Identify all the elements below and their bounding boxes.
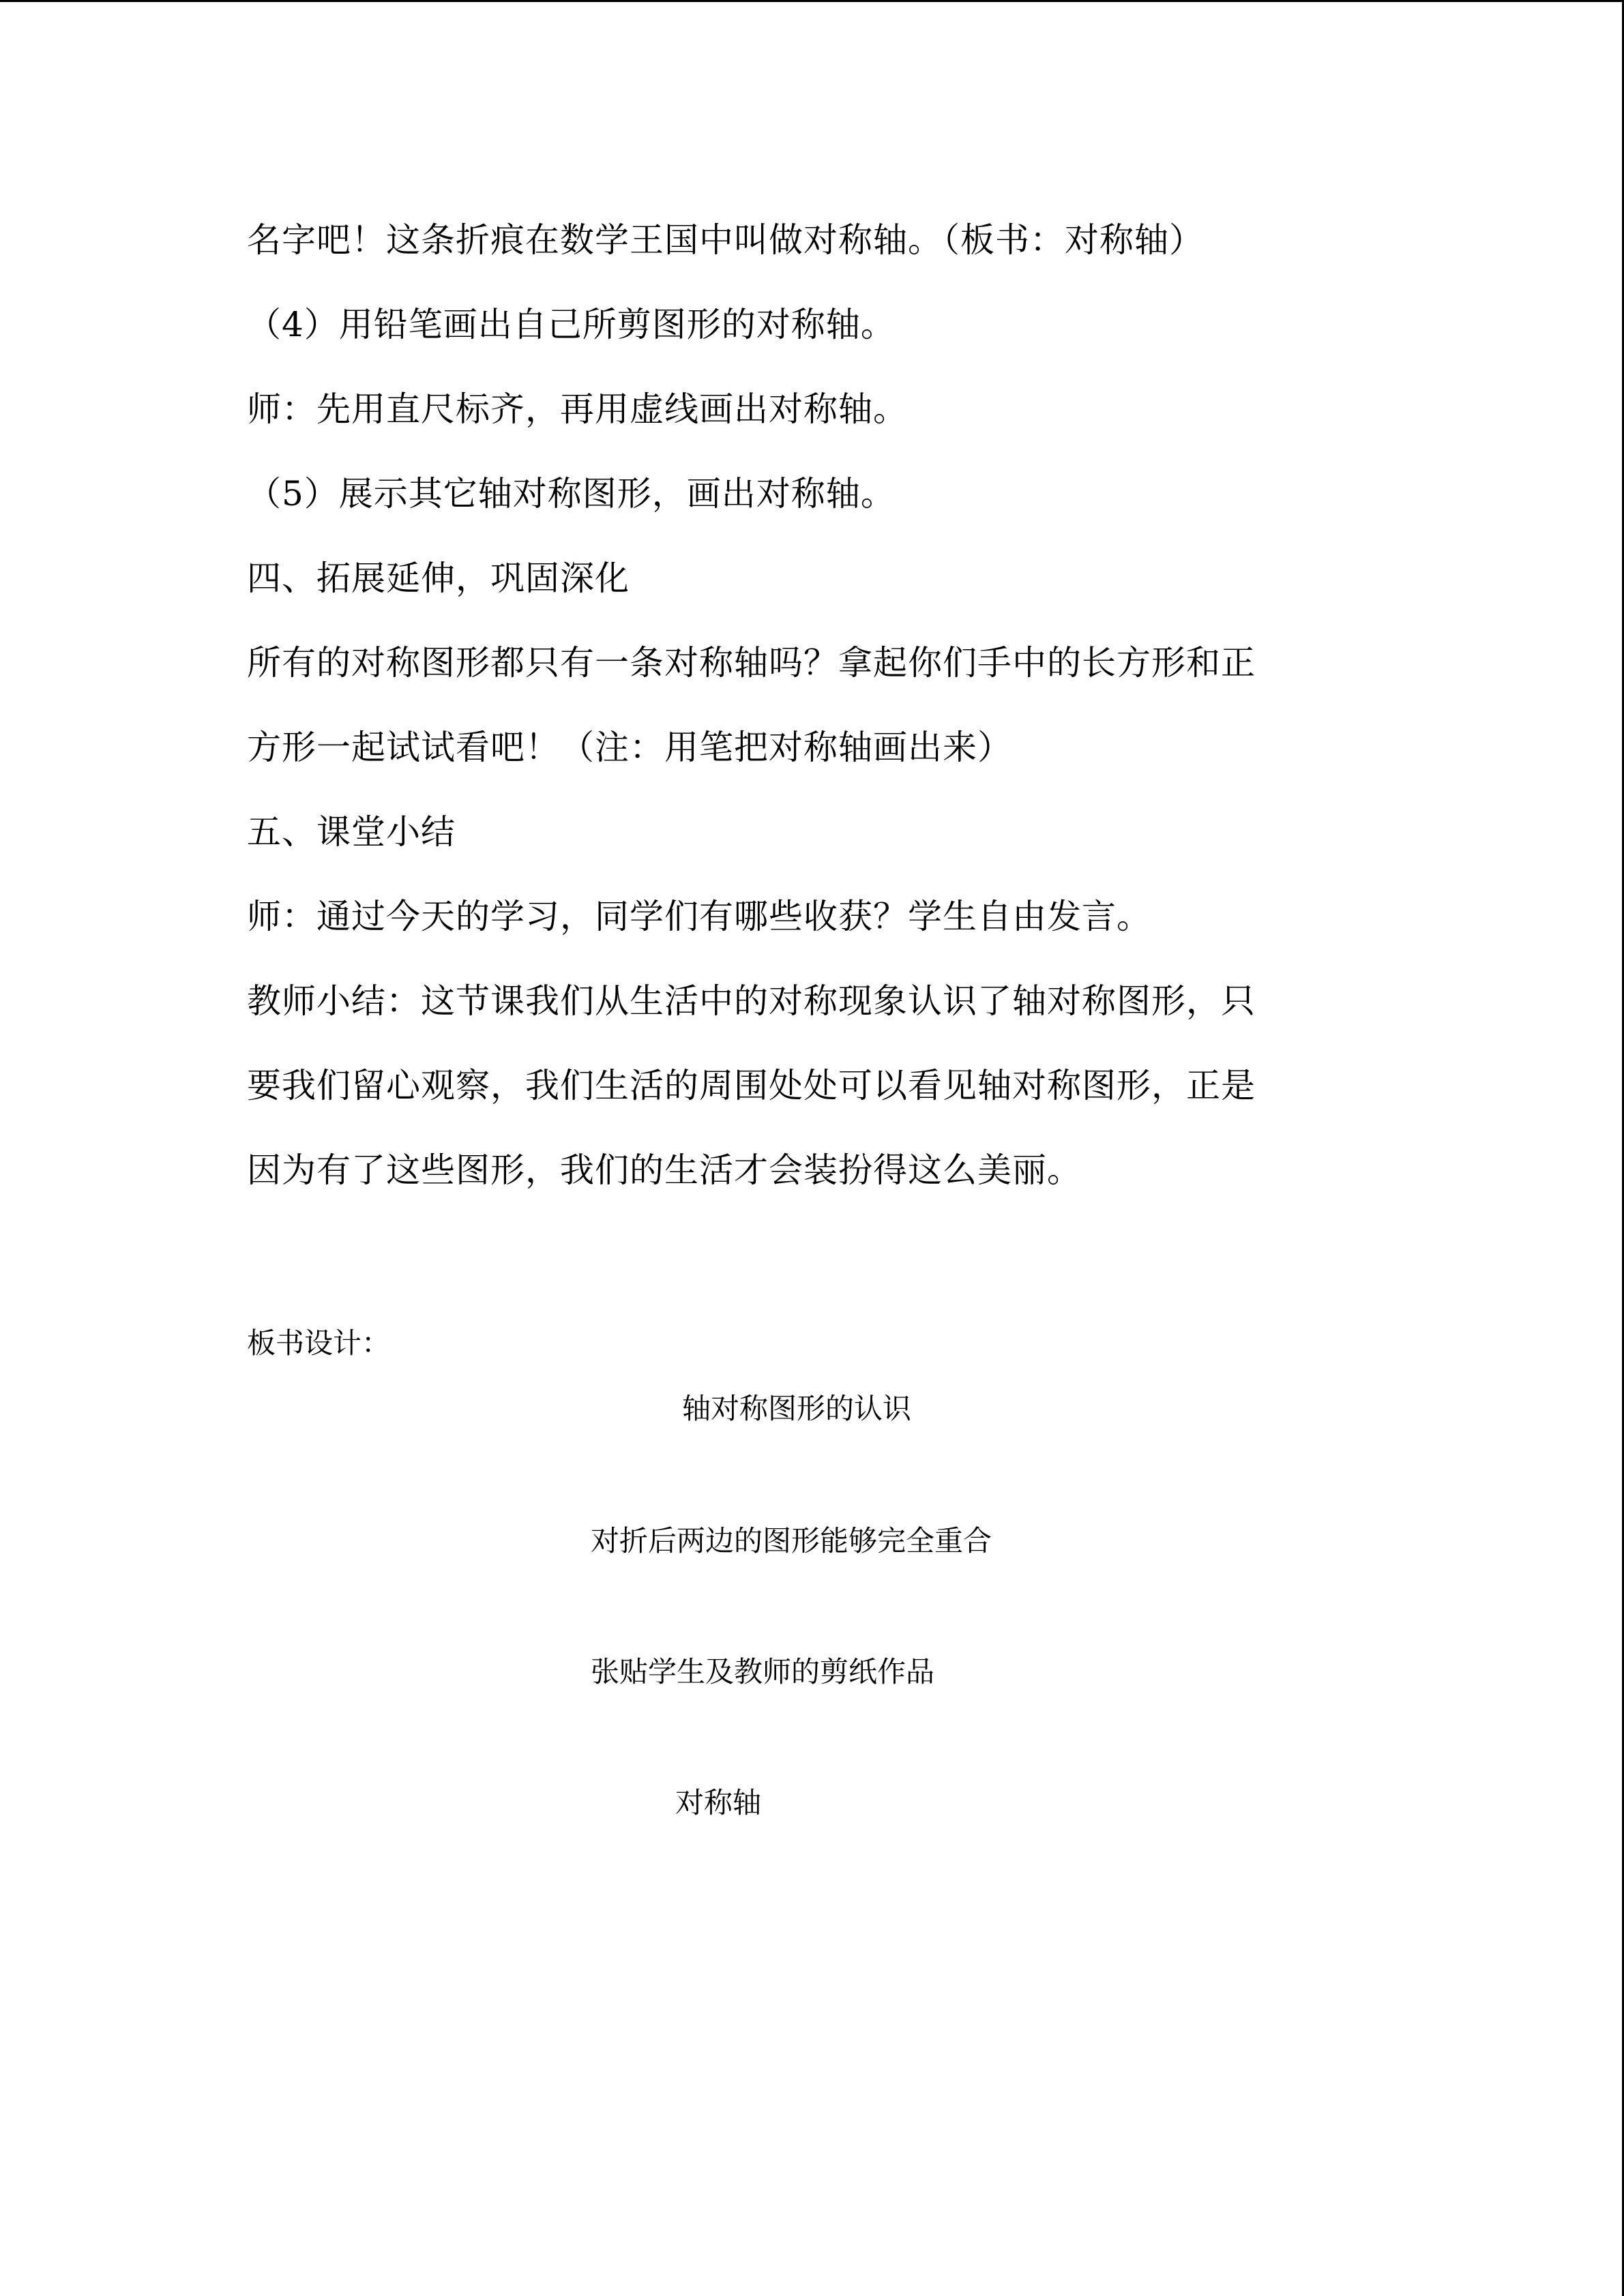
section-heading-5: 五、课堂小结 (247, 812, 456, 852)
body-line-3: 师：先用直尺标齐，再用虚线画出对称轴。 (247, 389, 908, 429)
body-line-10: 教师小结：这节课我们从生活中的对称现象认识了轴对称图形，只 (247, 981, 1256, 1021)
body-line-11: 要我们留心观察，我们生活的周围处处可以看见轴对称图形，正是 (247, 1066, 1256, 1105)
body-line-4: （5）展示其它轴对称图形，画出对称轴。 (247, 474, 896, 513)
body-line-1: 名字吧！这条折痕在数学王国中叫做对称轴。（板书：对称轴） (247, 220, 1204, 260)
body-line-7: 方形一起试试看吧！（注：用笔把对称轴画出来） (247, 728, 1012, 767)
board-line-axis: 对称轴 (675, 1786, 762, 1819)
board-line-coincide: 对折后两边的图形能够完全重合 (591, 1524, 992, 1557)
top-border (0, 0, 1624, 2)
body-line-2: （4）用铅笔画出自己所剪图形的对称轴。 (247, 305, 896, 344)
board-line-papercut: 张贴学生及教师的剪纸作品 (591, 1655, 935, 1688)
board-title: 轴对称图形的认识 (682, 1392, 912, 1425)
body-line-6: 所有的对称图形都只有一条对称轴吗？拿起你们手中的长方形和正 (247, 643, 1256, 683)
board-design-heading: 板书设计： (247, 1326, 391, 1360)
body-line-9: 师：通过今天的学习，同学们有哪些收获？学生自由发言。 (247, 897, 1151, 936)
section-heading-4: 四、拓展延伸，巩固深化 (247, 558, 630, 598)
body-line-12: 因为有了这些图形，我们的生活才会装扮得这么美丽。 (247, 1150, 1082, 1190)
